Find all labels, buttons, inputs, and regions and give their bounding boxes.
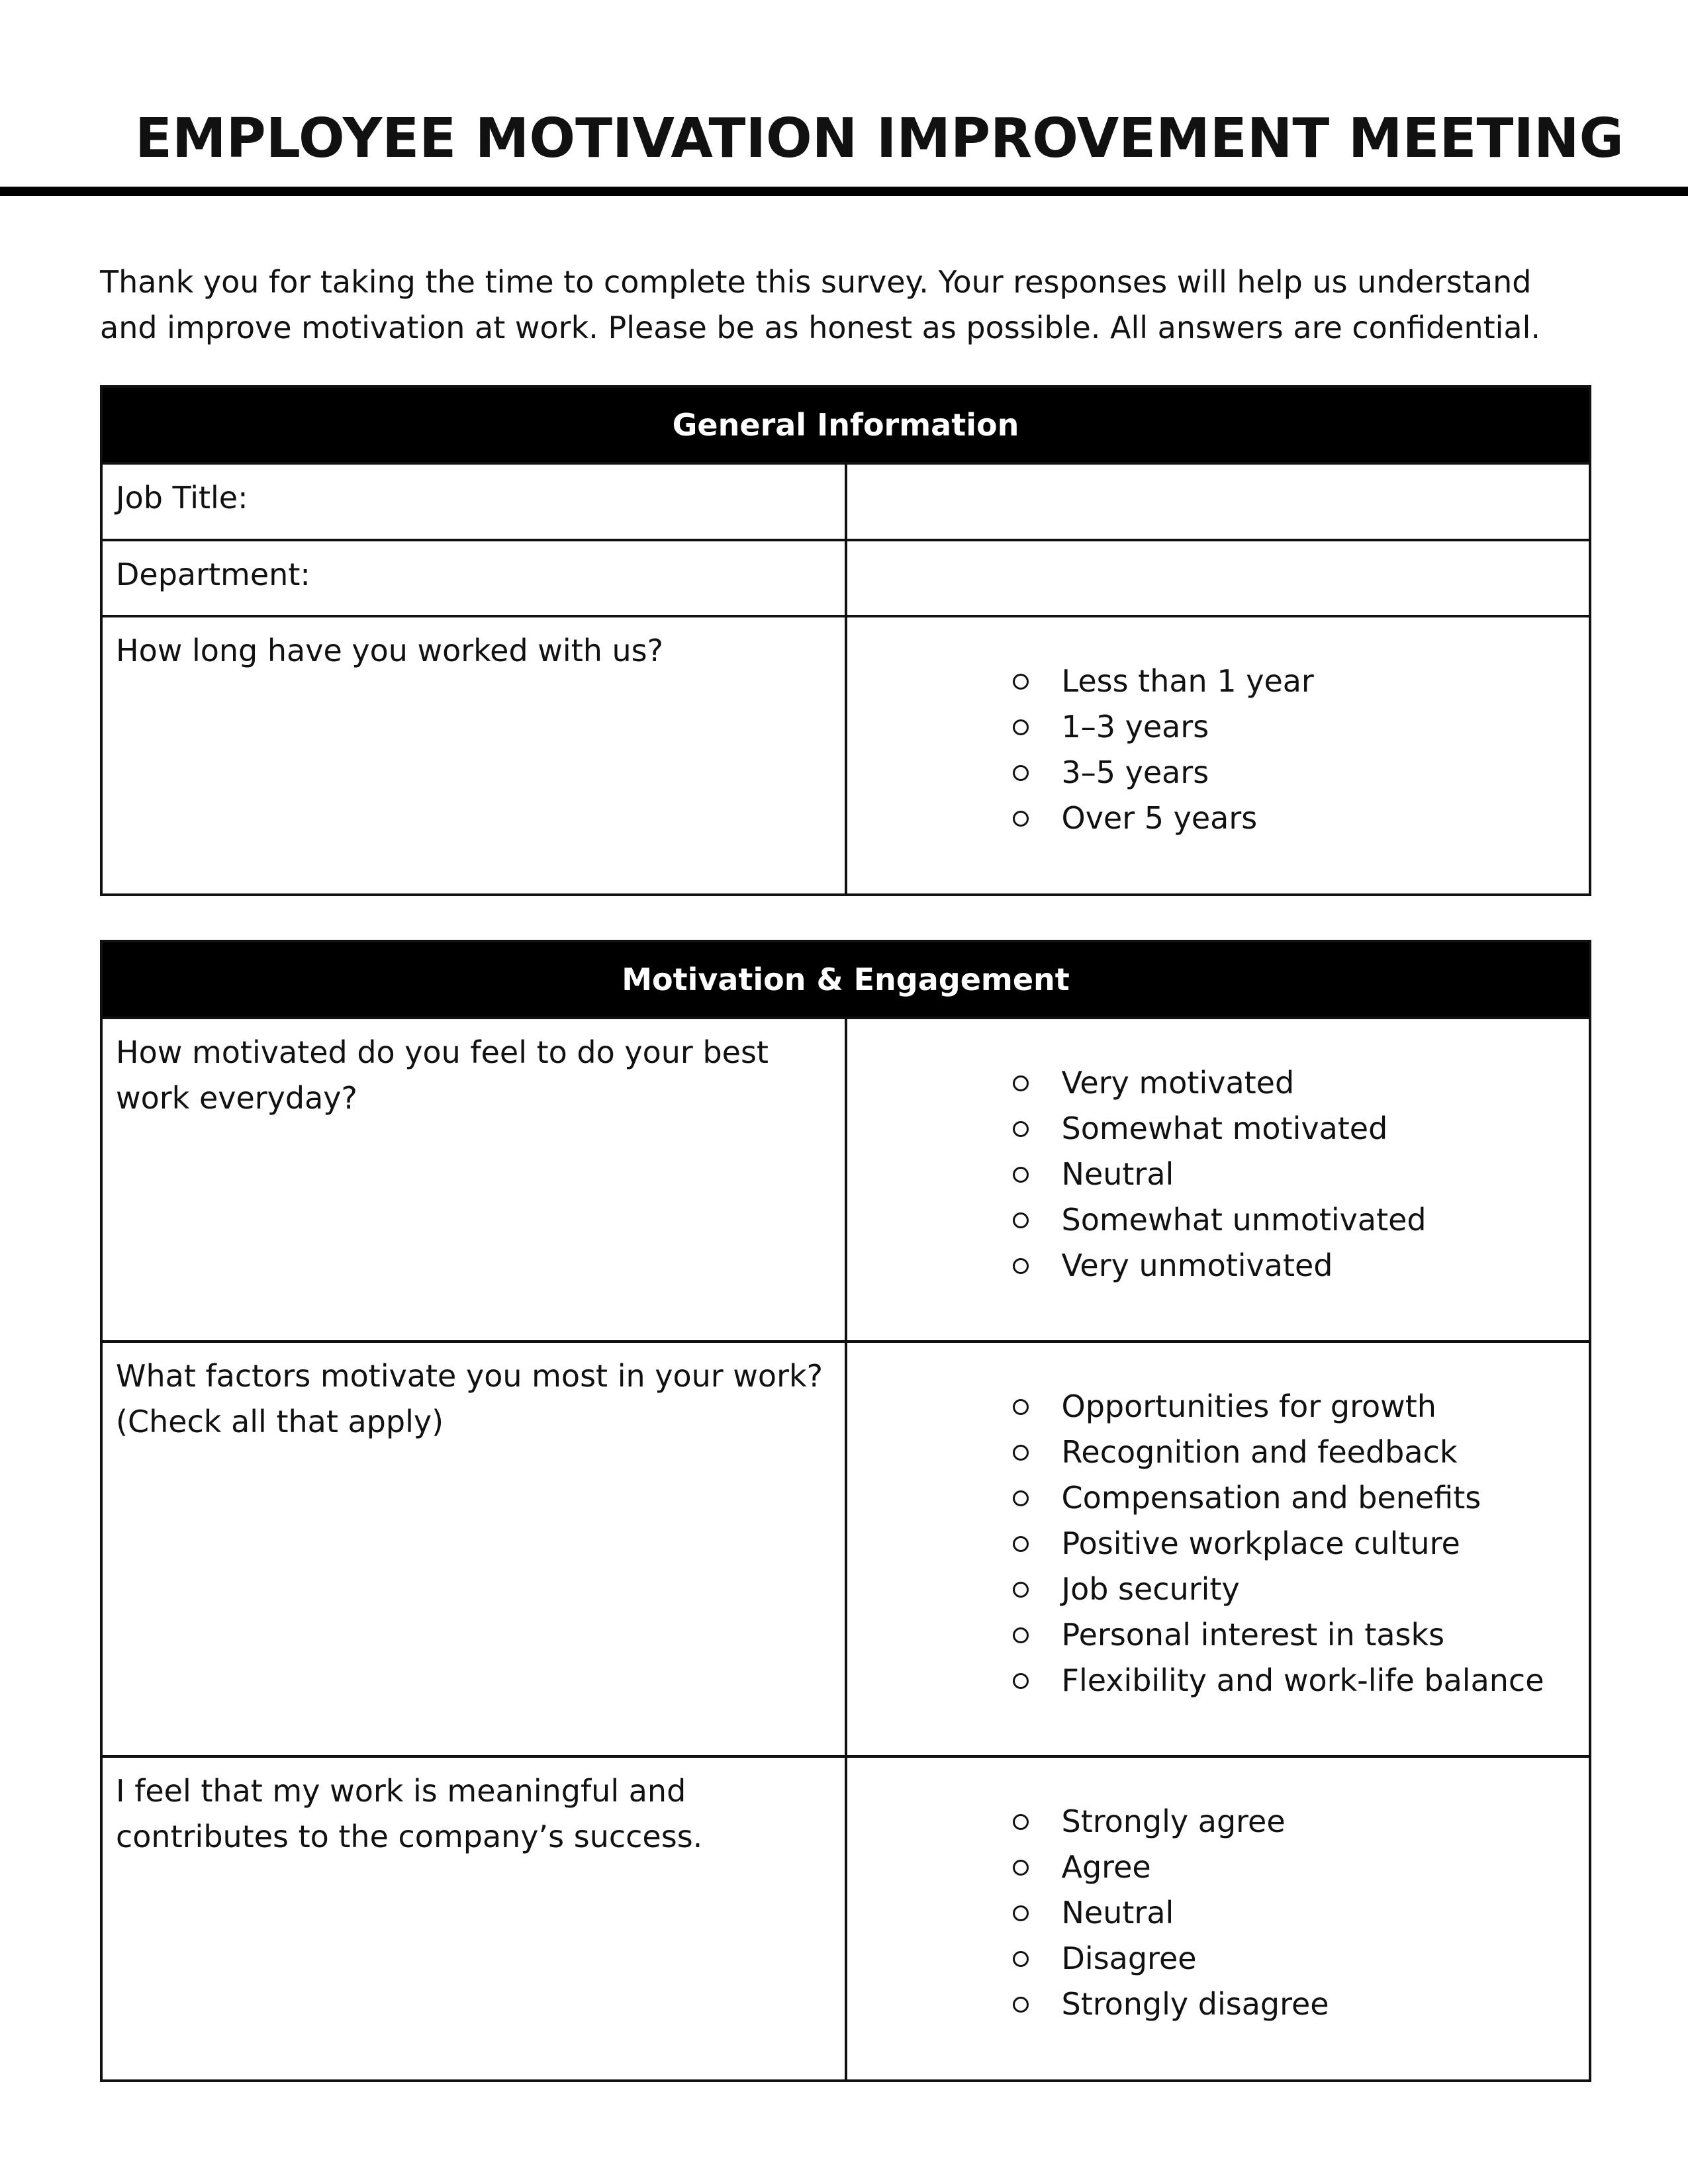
option-label: Job security: [1061, 1571, 1240, 1607]
title-divider: [0, 187, 1688, 196]
radio-circle-icon[interactable]: [1013, 811, 1029, 827]
motivation-factors-options-cell: [846, 1342, 1591, 1756]
tenure-options-cell: [846, 616, 1591, 895]
motivation-level-options: [847, 1019, 1589, 1289]
tenure-options: [847, 617, 1589, 841]
option-label: Strongly disagree: [1061, 1986, 1329, 2022]
motivation-engagement-heading: Motivation & Engagement: [101, 941, 1590, 1018]
job-title-label: Job Title:: [101, 463, 846, 540]
motivation-factor-option[interactable]: [1013, 1430, 1589, 1475]
option-label: Somewhat motivated: [1061, 1111, 1388, 1146]
radio-circle-icon[interactable]: [1013, 1399, 1029, 1415]
motivation-level-question-label: How motivated do you feel to do your best work everyday?: [101, 1018, 846, 1342]
radio-circle-icon[interactable]: [1013, 1997, 1029, 2013]
option-label: Very motivated: [1061, 1065, 1295, 1101]
option-label: Compensation and benefits: [1061, 1480, 1481, 1516]
motivation-factors-question-label: What factors motivate you most in your work? (Check all that apply): [101, 1342, 846, 1756]
option-label: Flexibility and work-life balance: [1061, 1662, 1544, 1698]
option-label: Agree: [1061, 1849, 1151, 1885]
tenure-option[interactable]: [1013, 704, 1589, 750]
option-label: Very unmotivated: [1061, 1248, 1333, 1283]
meaningful-work-option[interactable]: [1013, 1981, 1589, 2027]
radio-circle-icon[interactable]: [1013, 1490, 1029, 1506]
general-information-table: [100, 385, 1591, 896]
meaningful-work-options: [847, 1758, 1589, 2027]
option-label: Disagree: [1061, 1940, 1197, 1976]
option-label: Recognition and feedback: [1061, 1434, 1458, 1470]
motivation-level-option[interactable]: [1013, 1106, 1589, 1152]
option-label: Over 5 years: [1061, 800, 1258, 836]
tenure-option[interactable]: [1013, 750, 1589, 796]
general-information-heading: General Information: [101, 387, 1590, 463]
meaningful-work-options-cell: [846, 1756, 1591, 2081]
radio-circle-icon[interactable]: [1013, 1258, 1029, 1274]
motivation-factor-option[interactable]: [1013, 1658, 1589, 1704]
option-label: 3–5 years: [1061, 754, 1209, 790]
motivation-factor-option[interactable]: [1013, 1567, 1589, 1612]
option-label: Personal interest in tasks: [1061, 1617, 1445, 1653]
option-label: Positive workplace culture: [1061, 1525, 1460, 1561]
motivation-factor-option[interactable]: [1013, 1475, 1589, 1521]
option-label: 1–3 years: [1061, 709, 1209, 745]
option-label: Somewhat unmotivated: [1061, 1202, 1427, 1238]
option-label: Neutral: [1061, 1895, 1174, 1931]
option-label: Less than 1 year: [1061, 663, 1314, 699]
meaningful-work-option[interactable]: [1013, 1799, 1589, 1844]
tenure-option[interactable]: [1013, 659, 1589, 704]
tenure-question-label: How long have you worked with us?: [101, 616, 846, 895]
motivation-factors-options: [847, 1343, 1589, 1704]
radio-circle-icon[interactable]: [1013, 1536, 1029, 1552]
motivation-level-option[interactable]: [1013, 1152, 1589, 1197]
radio-circle-icon[interactable]: [1013, 1167, 1029, 1183]
motivation-factor-option[interactable]: [1013, 1612, 1589, 1658]
meaningful-work-option[interactable]: [1013, 1844, 1589, 1890]
motivation-level-option[interactable]: [1013, 1197, 1589, 1243]
meaningful-work-option[interactable]: [1013, 1936, 1589, 1981]
motivation-level-option[interactable]: [1013, 1060, 1589, 1106]
department-field[interactable]: [846, 540, 1591, 616]
radio-circle-icon[interactable]: [1013, 765, 1029, 781]
radio-circle-icon[interactable]: [1013, 1212, 1029, 1228]
meaningful-work-question-label: I feel that my work is meaningful and contributes to the company’s success.: [101, 1756, 846, 2081]
radio-circle-icon[interactable]: [1013, 1673, 1029, 1689]
motivation-factor-option[interactable]: [1013, 1384, 1589, 1430]
radio-circle-icon[interactable]: [1013, 1814, 1029, 1830]
motivation-engagement-table: [100, 940, 1591, 2082]
job-title-field[interactable]: [846, 463, 1591, 540]
radio-circle-icon[interactable]: [1013, 1951, 1029, 1967]
radio-circle-icon[interactable]: [1013, 1445, 1029, 1461]
radio-circle-icon[interactable]: [1013, 1075, 1029, 1091]
option-label: Strongly agree: [1061, 1803, 1286, 1839]
intro-paragraph: Thank you for taking the time to complete this survey. Your responses will help us understand and improve motivation at work. Please be as honest as possible. All answers are confidential.: [100, 264, 1541, 345]
radio-circle-icon[interactable]: [1013, 674, 1029, 690]
meaningful-work-option[interactable]: [1013, 1890, 1589, 1936]
option-label: Opportunities for growth: [1061, 1388, 1436, 1424]
radio-circle-icon[interactable]: [1013, 1627, 1029, 1643]
motivation-level-options-cell: [846, 1018, 1591, 1342]
radio-circle-icon[interactable]: [1013, 1860, 1029, 1876]
tenure-option[interactable]: [1013, 796, 1589, 841]
department-label: Department:: [101, 540, 846, 616]
page-title: EMPLOYEE MOTIVATION IMPROVEMENT MEETING: [135, 107, 1624, 170]
option-label: Neutral: [1061, 1156, 1174, 1192]
motivation-factor-option[interactable]: [1013, 1521, 1589, 1567]
radio-circle-icon[interactable]: [1013, 1582, 1029, 1598]
radio-circle-icon[interactable]: [1013, 719, 1029, 735]
radio-circle-icon[interactable]: [1013, 1121, 1029, 1137]
radio-circle-icon[interactable]: [1013, 1905, 1029, 1921]
motivation-level-option[interactable]: [1013, 1243, 1589, 1289]
